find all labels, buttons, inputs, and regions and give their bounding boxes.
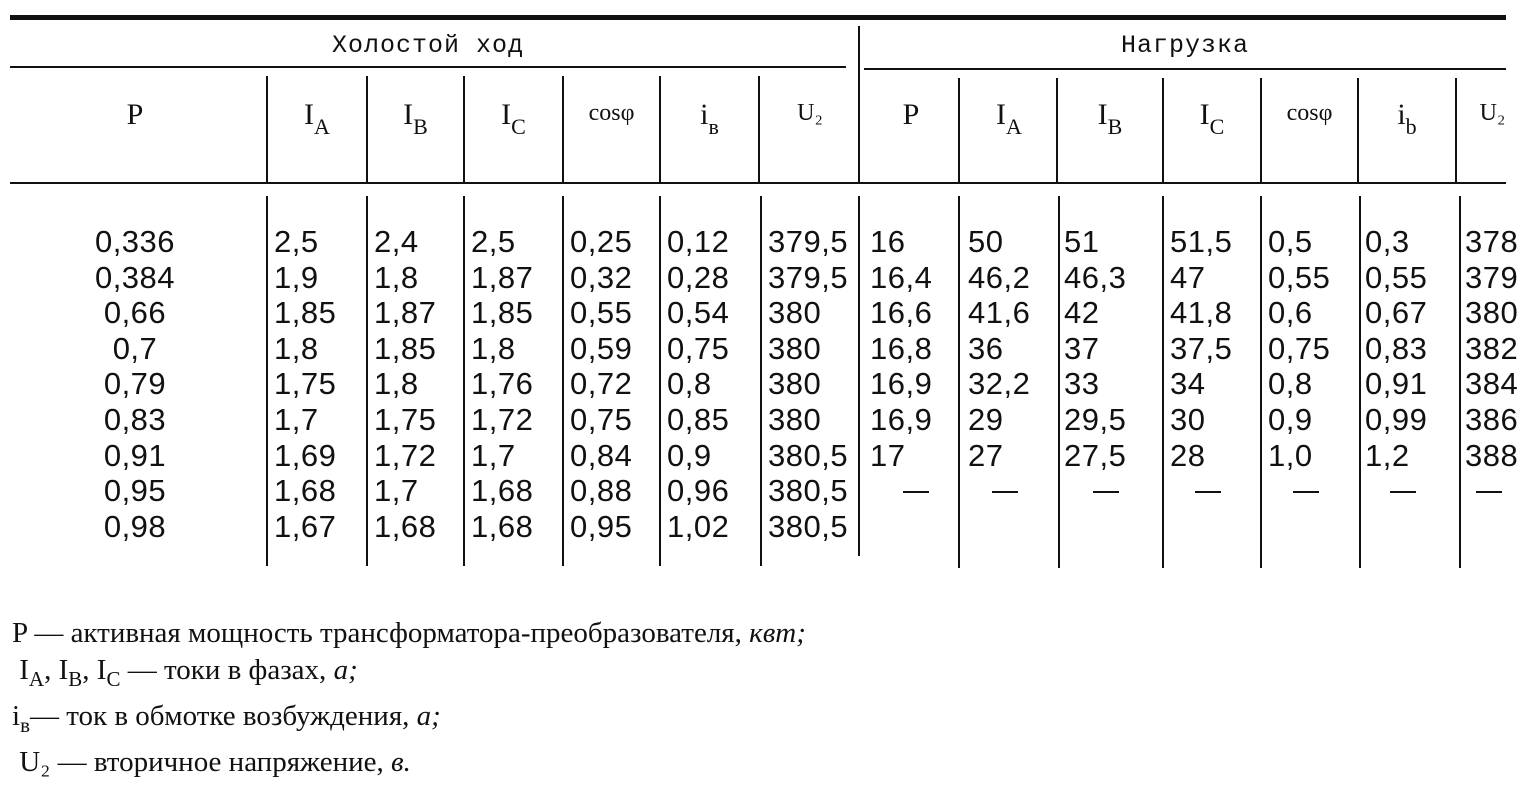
- idle-cell: 1,87: [471, 259, 534, 295]
- load-cell: 46,2: [968, 259, 1031, 295]
- load-cell: 37,5: [1170, 330, 1233, 366]
- idle-cell: 0,96: [667, 473, 730, 509]
- idle-cell: 1,72: [374, 437, 437, 473]
- load-cell: 386: [1465, 402, 1519, 437]
- idle-header-subscript: C: [511, 114, 526, 139]
- idle-cell: 0,98: [103, 508, 167, 544]
- load-header-0: [864, 98, 958, 132]
- idle-header-1: [268, 98, 366, 140]
- load-cell: 379: [1465, 259, 1519, 295]
- idle-cell: 0,336: [94, 224, 176, 259]
- idle-cell: 1,85: [471, 295, 534, 331]
- idle-cell: 0,75: [667, 330, 730, 366]
- body-column-divider: [562, 196, 564, 566]
- note-ib-exc-sub: в: [20, 713, 30, 737]
- idle-header-symbol: U₂: [797, 100, 823, 126]
- load-cell: 0,9: [1268, 402, 1313, 437]
- load-cell: 0,83: [1365, 330, 1428, 366]
- load-cell: 378: [1465, 224, 1519, 259]
- idle-cell: 1,68: [374, 508, 437, 544]
- group-title-idle: Холостой ход: [331, 31, 525, 60]
- load-header-4: [1262, 100, 1357, 127]
- body-column-divider: [659, 196, 661, 566]
- note-ib-sub: B: [68, 667, 83, 691]
- idle-cell: 0,32: [570, 259, 633, 295]
- load-cell: 0,5: [1268, 224, 1313, 259]
- load-cell: 41,8: [1170, 295, 1233, 331]
- idle-cell: 0,66: [103, 295, 167, 331]
- idle-cell: 0,59: [570, 330, 633, 366]
- idle-cell: 2,5: [471, 224, 516, 259]
- load-header-6: [1459, 100, 1526, 127]
- header-column-divider: [1260, 78, 1262, 182]
- load-cell: 0,75: [1268, 330, 1331, 366]
- idle-cell: 380,5: [768, 508, 849, 544]
- load-cell: 16: [870, 224, 906, 259]
- load-cell: 0,55: [1268, 259, 1331, 295]
- header-column-divider: [1455, 78, 1457, 182]
- idle-cell: 0,72: [570, 366, 633, 402]
- idle-cell: 380,5: [768, 437, 849, 473]
- idle-cell: 0,95: [570, 508, 633, 544]
- load-header-subscript: A: [1006, 114, 1022, 139]
- note-currents-unit: а;: [333, 654, 358, 686]
- idle-cell: 1,67: [274, 508, 337, 544]
- idle-cell: 0,83: [103, 402, 167, 437]
- body-column-divider: [266, 196, 268, 566]
- idle-header-symbol: I: [403, 98, 414, 131]
- idle-header-subscript: B: [413, 114, 428, 139]
- idle-cell: 2,4: [374, 224, 419, 259]
- note-voltage: [12, 744, 806, 781]
- load-header-symbol: I: [996, 98, 1007, 131]
- idle-cell: 0,25: [570, 224, 633, 259]
- load-cell: 16,9: [870, 402, 933, 437]
- load-cell: 1,0: [1268, 437, 1313, 473]
- note-currents: $I_A$, $I_B$, $I_C$ — токи в фазах, а;: [19, 654, 358, 691]
- load-header-symbol: I: [1199, 98, 1210, 131]
- group-underline-load: [864, 68, 1506, 70]
- load-cell: 0,3: [1365, 224, 1410, 259]
- load-cell: 32,2: [968, 366, 1031, 402]
- load-header-1: [962, 98, 1056, 140]
- load-cell: 46,3: [1064, 259, 1127, 295]
- idle-cell: 0,79: [103, 366, 167, 402]
- idle-header-symbol: I: [501, 98, 512, 131]
- load-cell: 388: [1465, 437, 1519, 473]
- load-cell: 0,99: [1365, 402, 1428, 437]
- load-header-symbol: cosφ: [1286, 100, 1333, 126]
- load-header-symbol: i: [1397, 98, 1406, 131]
- load-cell: 50: [968, 224, 1004, 259]
- note-excitation-unit: а;: [416, 700, 441, 732]
- idle-cell: 1,7: [471, 437, 516, 473]
- empty-cell-dash: [903, 491, 929, 493]
- group-underline-idle: [10, 66, 846, 68]
- body-column-divider: [463, 196, 465, 566]
- note-power: [12, 615, 806, 652]
- note-voltage-text: — вторичное напряжение,: [50, 746, 391, 778]
- note-excitation: [12, 698, 806, 744]
- idle-cell: 1,02: [667, 508, 730, 544]
- idle-cell: 0,55: [570, 295, 633, 331]
- empty-cell-dash: [1476, 491, 1502, 493]
- load-cell: 33: [1064, 366, 1100, 402]
- idle-cell: 380: [768, 330, 822, 366]
- load-header-symbol: U₂: [1479, 100, 1506, 126]
- header-column-divider: [958, 78, 960, 182]
- idle-cell: 1,85: [374, 330, 437, 366]
- load-cell: 42: [1064, 295, 1100, 331]
- load-cell: 27: [968, 437, 1004, 473]
- load-cell: 382: [1465, 330, 1519, 366]
- group-title-load: Нагрузка: [1120, 31, 1250, 60]
- body-column-divider: [760, 196, 762, 566]
- idle-cell: 2,5: [274, 224, 319, 259]
- load-header-subscript: B: [1107, 114, 1123, 139]
- idle-cell: 1,8: [374, 259, 419, 295]
- idle-cell: 1,8: [274, 330, 319, 366]
- idle-cell: 0,95: [103, 473, 167, 509]
- idle-header-symbol: I: [304, 98, 315, 131]
- load-cell: 28: [1170, 437, 1206, 473]
- note-ia-symbol: I: [19, 654, 29, 686]
- idle-cell: 1,8: [374, 366, 419, 402]
- note-ic-sub: C: [106, 667, 121, 691]
- load-cell: 37: [1064, 330, 1100, 366]
- idle-header-0: [12, 98, 258, 132]
- note-ib-symbol: I: [58, 654, 69, 686]
- idle-cell: 1,7: [374, 473, 419, 509]
- idle-cell: 380: [768, 366, 822, 402]
- idle-cell: 1,8: [471, 330, 516, 366]
- load-cell: 36: [968, 330, 1004, 366]
- idle-cell: 0,85: [667, 402, 730, 437]
- empty-cell-dash: [1093, 491, 1119, 493]
- idle-cell: 0,7: [112, 330, 158, 366]
- load-header-symbol: I: [1097, 98, 1108, 131]
- idle-cell: 1,75: [274, 366, 337, 402]
- load-cell: 30: [1170, 402, 1206, 437]
- note-ib-exc-symbol: i: [12, 700, 21, 732]
- idle-cell: 1,69: [274, 437, 337, 473]
- idle-cell: 1,68: [471, 508, 534, 544]
- load-header-subscript: b: [1405, 114, 1417, 139]
- load-cell: 16,9: [870, 366, 933, 402]
- note-power-unit: квт;: [749, 617, 806, 649]
- load-header-3: [1164, 98, 1260, 140]
- load-cell: 16,4: [870, 259, 933, 295]
- top-rule: [10, 15, 1506, 20]
- idle-cell: 380: [768, 402, 822, 437]
- idle-header-subscript: A: [314, 114, 330, 139]
- load-cell: 0,6: [1268, 295, 1313, 331]
- idle-header-symbol: cosφ: [588, 100, 635, 126]
- idle-header-4: [564, 100, 659, 127]
- load-cell: 1,2: [1365, 437, 1410, 473]
- note-u2-symbol: U₂: [19, 746, 51, 778]
- load-cell: 27,5: [1064, 437, 1127, 473]
- load-cell: 29: [968, 402, 1004, 437]
- note-power-symbol: P: [12, 617, 28, 649]
- idle-header-subscript: в: [708, 114, 719, 139]
- idle-cell: 0,384: [94, 259, 176, 295]
- load-header-symbol: P: [902, 98, 920, 131]
- idle-cell: 379,5: [768, 224, 849, 259]
- idle-cell: 1,7: [274, 402, 319, 437]
- load-cell: 0,91: [1365, 366, 1428, 402]
- idle-cell: 1,76: [471, 366, 534, 402]
- load-cell: 29,5: [1064, 402, 1127, 437]
- body-column-divider: [366, 196, 368, 566]
- load-header-2: [1058, 98, 1162, 140]
- load-header-subscript: C: [1209, 114, 1225, 139]
- header-bottom-rule: [10, 182, 1506, 184]
- idle-cell: 0,91: [103, 437, 167, 473]
- body-column-divider: [1260, 196, 1262, 568]
- idle-cell: 1,72: [471, 402, 534, 437]
- idle-cell: 0,88: [570, 473, 633, 509]
- note-voltage-unit: в.: [390, 746, 411, 778]
- idle-cell: 0,75: [570, 402, 633, 437]
- load-cell: 16,6: [870, 295, 933, 331]
- load-cell: 51,5: [1170, 224, 1233, 259]
- idle-cell: 0,8: [667, 366, 712, 402]
- empty-cell-dash: [1390, 491, 1416, 493]
- load-cell: 47: [1170, 259, 1206, 295]
- empty-cell-dash: [1293, 491, 1319, 493]
- load-cell: 384: [1465, 366, 1519, 402]
- body-column-divider: [858, 196, 860, 556]
- idle-cell: 379,5: [768, 259, 849, 295]
- idle-cell: 0,28: [667, 259, 730, 295]
- idle-cell: 380: [768, 295, 822, 331]
- idle-cell: 1,68: [274, 473, 337, 509]
- idle-header-symbol: P: [126, 98, 144, 131]
- load-cell: 41,6: [968, 295, 1031, 331]
- header-column-divider: [758, 76, 760, 182]
- note-currents-text: — токи в фазах,: [120, 654, 334, 686]
- legend-notes: [12, 615, 806, 781]
- load-cell: 0,55: [1365, 259, 1428, 295]
- idle-header-3: [465, 98, 562, 140]
- idle-cell: 0,12: [667, 224, 730, 259]
- body-column-divider: [958, 196, 960, 568]
- load-cell: 16,8: [870, 330, 933, 366]
- empty-cell-dash: [992, 491, 1018, 493]
- idle-cell: 1,9: [274, 259, 319, 295]
- body-column-divider: [1058, 196, 1060, 568]
- note-ia-sub: A: [28, 667, 45, 691]
- note-excitation-text: — ток в обмотке возбуждения,: [29, 700, 417, 732]
- idle-cell: 0,84: [570, 437, 633, 473]
- idle-header-2: [368, 98, 463, 140]
- load-cell: 17: [870, 437, 906, 473]
- idle-cell: 1,87: [374, 295, 437, 331]
- idle-header-symbol: i: [700, 98, 709, 131]
- header-column-divider: [858, 26, 860, 182]
- idle-cell: 0,54: [667, 295, 730, 331]
- idle-cell: 1,75: [374, 402, 437, 437]
- idle-cell: 380,5: [768, 473, 849, 509]
- note-power-text: — активная мощность трансформатора-преобразователя,: [27, 617, 750, 649]
- load-cell: 380: [1465, 295, 1519, 331]
- body-column-divider: [1359, 196, 1361, 568]
- idle-cell: 0,9: [667, 437, 712, 473]
- body-column-divider: [1459, 196, 1461, 568]
- idle-cell: 1,68: [471, 473, 534, 509]
- idle-header-6: [762, 100, 858, 127]
- empty-cell-dash: [1195, 491, 1221, 493]
- load-cell: 34: [1170, 366, 1206, 402]
- header-column-divider: [562, 76, 564, 182]
- body-column-divider: [1162, 196, 1164, 568]
- note-ic-symbol: I: [96, 654, 107, 686]
- idle-cell: 1,85: [274, 295, 337, 331]
- load-cell: 51: [1064, 224, 1100, 259]
- load-cell: 0,67: [1365, 295, 1428, 331]
- idle-header-5: [661, 98, 758, 140]
- load-header-5: [1359, 98, 1455, 140]
- load-cell: 0,8: [1268, 366, 1313, 402]
